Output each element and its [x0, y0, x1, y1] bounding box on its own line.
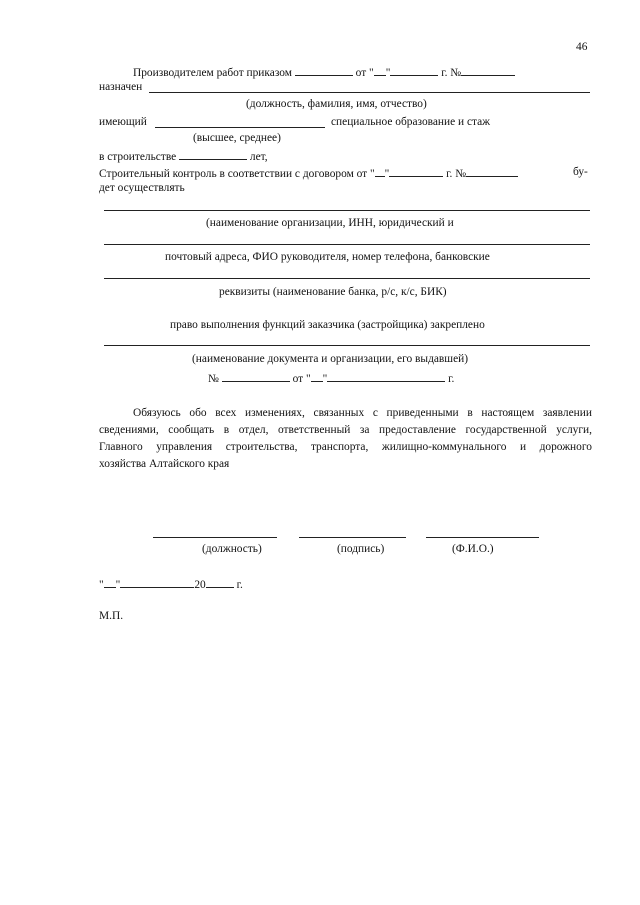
- document-caption: (наименование документа и организации, его выдавшей): [192, 353, 469, 365]
- org-caption-1: (наименование организации, ИНН, юридический и: [206, 217, 454, 229]
- date-open-quote: ": [99, 579, 104, 591]
- date-year-blank: [206, 578, 234, 588]
- position-caption: (должность): [202, 543, 262, 555]
- assigned-caption: (должность, фамилия, имя, отчество): [246, 98, 427, 110]
- order-number-blank: [461, 66, 515, 76]
- order-month-blank: [390, 66, 438, 76]
- stamp-place: М.П.: [99, 610, 124, 622]
- position-signature-line: [153, 537, 277, 538]
- doc-day-blank: [311, 372, 323, 382]
- order-year-no-label: г. №: [441, 67, 462, 79]
- control-quote: ": [384, 168, 390, 180]
- contract-number-blank: [466, 167, 518, 177]
- doc-no-label: №: [208, 373, 219, 385]
- signature-line: [299, 537, 406, 538]
- doc-year-label: г.: [448, 373, 455, 385]
- control-row: [99, 167, 518, 180]
- org-line-1: [104, 210, 590, 211]
- page-number: 46: [576, 41, 588, 53]
- doc-quote: ": [322, 373, 328, 385]
- org-line-3: [104, 278, 590, 279]
- control-text: Строительный контроль в соответствии с договором от ": [99, 168, 375, 180]
- signature-caption: (подпись): [337, 543, 385, 555]
- contract-month-blank: [389, 167, 443, 177]
- order-from-label: от ": [355, 67, 374, 79]
- production-order-row: [133, 66, 515, 79]
- commitment-line-3: Главного управления строительства, транспорта, жилищно-коммунального и дорожного: [99, 441, 592, 453]
- date-day-blank: [104, 578, 116, 588]
- customer-rights: право выполнения функций заказчика (застройщика) закреплено: [170, 319, 485, 331]
- doc-month-blank: [327, 372, 445, 382]
- org-caption-3: реквизиты (наименование банка, р/с, к/с, БИК): [219, 286, 447, 298]
- date-month-blank: [120, 578, 194, 588]
- assigned-label: назначен: [99, 81, 143, 93]
- order-blank: [295, 66, 353, 76]
- experience-years-blank: [179, 150, 247, 160]
- education-caption: (высшее, среднее): [193, 132, 281, 144]
- doc-from-label: от ": [292, 373, 311, 385]
- date-line: [99, 578, 243, 591]
- org-line-2: [104, 244, 590, 245]
- production-order-lead: Производителем работ приказом: [133, 67, 292, 79]
- years-label: лет,: [249, 151, 268, 163]
- education-line: [155, 127, 325, 128]
- control-year-no: г. №: [446, 168, 467, 180]
- document-line: [104, 345, 590, 346]
- doc-number-blank: [222, 372, 290, 382]
- having-label: имеющий: [99, 116, 147, 128]
- in-construction-label: в строительстве: [99, 151, 177, 163]
- date-year-prefix: 20: [194, 579, 206, 591]
- commitment-line-1: Обязуюсь обо всех изменениях, связанных с приведенными в настоящем заявлении: [133, 407, 592, 419]
- date-close-quote: ": [115, 579, 121, 591]
- org-caption-2: почтовый адреса, ФИО руководителя, номер телефона, банковские: [165, 251, 490, 263]
- contract-day-blank: [375, 167, 385, 177]
- commitment-line-2: сведениями, сообщать в отдел, ответственный за предоставление государственной услуги,: [99, 424, 592, 436]
- education-label: специальное образование и стаж: [331, 116, 491, 128]
- name-caption: (Ф.И.О.): [452, 543, 494, 555]
- control-continued: дет осуществлять: [99, 182, 185, 194]
- date-year-suffix: г.: [236, 579, 243, 591]
- commitment-line-4: хозяйства Алтайского края: [99, 458, 230, 470]
- order-quote: ": [385, 67, 391, 79]
- control-hyphen: бу-: [573, 166, 588, 178]
- assigned-line: [149, 92, 590, 93]
- order-day-blank: [374, 66, 386, 76]
- in-construction-row: [99, 150, 268, 163]
- document-number-row: [208, 372, 454, 385]
- name-signature-line: [426, 537, 539, 538]
